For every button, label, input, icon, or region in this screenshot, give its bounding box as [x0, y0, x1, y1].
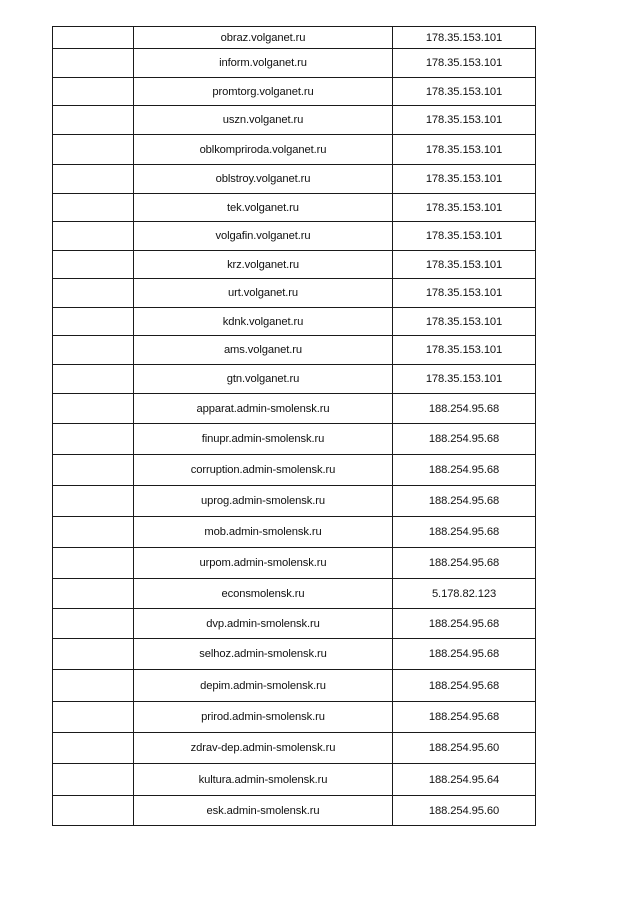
table-row [53, 517, 536, 548]
ip-address-cell: 188.254.95.68 [393, 702, 536, 733]
ip-address-cell: 188.254.95.68 [393, 486, 536, 517]
row-label-cell [53, 194, 134, 222]
table-row [53, 194, 536, 222]
domain-cell: mob.admin-smolensk.ru [134, 517, 393, 548]
domain-cell: gtn.volganet.ru [134, 365, 393, 394]
domain-cell: urt.volganet.ru [134, 279, 393, 308]
table-row [53, 424, 536, 455]
ip-address-cell: 188.254.95.60 [393, 733, 536, 764]
ip-address-cell: 5.178.82.123 [393, 579, 536, 609]
row-label-cell [53, 733, 134, 764]
table-row [53, 764, 536, 796]
row-label-cell [53, 702, 134, 733]
domain-cell: krz.volganet.ru [134, 251, 393, 279]
table-row [53, 670, 536, 702]
row-label-cell [53, 670, 134, 702]
table-row [53, 336, 536, 365]
row-label-cell [53, 222, 134, 251]
row-label-cell [53, 455, 134, 486]
domain-cell: econsmolensk.ru [134, 579, 393, 609]
domain-cell: apparat.admin-smolensk.ru [134, 394, 393, 424]
row-label-cell [53, 486, 134, 517]
domain-cell: inform.volganet.ru [134, 49, 393, 78]
ip-address-cell: 188.254.95.68 [393, 639, 536, 670]
row-label-cell [53, 308, 134, 336]
table-row [53, 394, 536, 424]
row-label-cell [53, 579, 134, 609]
row-label-cell [53, 106, 134, 135]
ip-address-cell: 188.254.95.68 [393, 455, 536, 486]
domain-cell: depim.admin-smolensk.ru [134, 670, 393, 702]
row-label-cell [53, 609, 134, 639]
ip-address-cell: 178.35.153.101 [393, 78, 536, 106]
row-label-cell [53, 764, 134, 796]
table-row [53, 165, 536, 194]
ip-address-cell: 188.254.95.68 [393, 424, 536, 455]
ip-address-cell: 178.35.153.101 [393, 308, 536, 336]
domain-cell: kultura.admin-smolensk.ru [134, 764, 393, 796]
ip-address-cell: 178.35.153.101 [393, 194, 536, 222]
row-label-cell [53, 424, 134, 455]
table-row [53, 702, 536, 733]
domain-cell: dvp.admin-smolensk.ru [134, 609, 393, 639]
domain-cell: tek.volganet.ru [134, 194, 393, 222]
row-label-cell [53, 135, 134, 165]
domain-cell: oblkompriroda.volganet.ru [134, 135, 393, 165]
domain-cell: esk.admin-smolensk.ru [134, 796, 393, 826]
row-label-cell [53, 394, 134, 424]
ip-address-cell: 188.254.95.68 [393, 394, 536, 424]
domain-cell: selhoz.admin-smolensk.ru [134, 639, 393, 670]
row-label-cell [53, 517, 134, 548]
row-label-cell [53, 796, 134, 826]
domain-ip-table [52, 26, 536, 826]
domain-cell: urpom.admin-smolensk.ru [134, 548, 393, 579]
domain-cell: uszn.volganet.ru [134, 106, 393, 135]
table-row [53, 609, 536, 639]
ip-address-cell: 178.35.153.101 [393, 165, 536, 194]
domain-cell: zdrav-dep.admin-smolensk.ru [134, 733, 393, 764]
table-row [53, 548, 536, 579]
table-body [53, 27, 536, 826]
row-label-cell [53, 49, 134, 78]
table-row [53, 27, 536, 49]
domain-cell: volgafin.volganet.ru [134, 222, 393, 251]
ip-address-cell: 178.35.153.101 [393, 251, 536, 279]
table-row [53, 279, 536, 308]
table-row [53, 579, 536, 609]
ip-address-cell: 188.254.95.68 [393, 548, 536, 579]
ip-address-cell: 178.35.153.101 [393, 336, 536, 365]
table-row [53, 222, 536, 251]
row-label-cell [53, 365, 134, 394]
row-label-cell [53, 27, 134, 49]
row-label-cell [53, 548, 134, 579]
ip-address-cell: 178.35.153.101 [393, 279, 536, 308]
table-row [53, 796, 536, 826]
row-label-cell [53, 336, 134, 365]
table-row [53, 251, 536, 279]
table-row [53, 135, 536, 165]
table-row [53, 455, 536, 486]
table-row [53, 106, 536, 135]
table-row [53, 733, 536, 764]
ip-address-cell: 188.254.95.68 [393, 609, 536, 639]
row-label-cell [53, 251, 134, 279]
table-row [53, 49, 536, 78]
ip-address-cell: 188.254.95.64 [393, 764, 536, 796]
ip-address-cell: 178.35.153.101 [393, 106, 536, 135]
row-label-cell [53, 165, 134, 194]
domain-cell: corruption.admin-smolensk.ru [134, 455, 393, 486]
table-row [53, 639, 536, 670]
domain-cell: finupr.admin-smolensk.ru [134, 424, 393, 455]
domain-cell: ams.volganet.ru [134, 336, 393, 365]
domain-cell: obraz.volganet.ru [134, 27, 393, 49]
domain-cell: prirod.admin-smolensk.ru [134, 702, 393, 733]
table-viewport [52, 31, 536, 831]
ip-address-cell: 178.35.153.101 [393, 365, 536, 394]
domain-cell: uprog.admin-smolensk.ru [134, 486, 393, 517]
ip-address-cell: 188.254.95.60 [393, 796, 536, 826]
table-row [53, 308, 536, 336]
row-label-cell [53, 78, 134, 106]
ip-address-cell: 188.254.95.68 [393, 517, 536, 548]
ip-address-cell: 178.35.153.101 [393, 27, 536, 49]
ip-address-cell: 178.35.153.101 [393, 135, 536, 165]
table-row [53, 78, 536, 106]
domain-cell: oblstroy.volganet.ru [134, 165, 393, 194]
row-label-cell [53, 639, 134, 670]
table-row [53, 365, 536, 394]
ip-address-cell: 188.254.95.68 [393, 670, 536, 702]
ip-address-cell: 178.35.153.101 [393, 49, 536, 78]
ip-address-cell: 178.35.153.101 [393, 222, 536, 251]
row-label-cell [53, 279, 134, 308]
table-row [53, 486, 536, 517]
domain-cell: kdnk.volganet.ru [134, 308, 393, 336]
domain-cell: promtorg.volganet.ru [134, 78, 393, 106]
